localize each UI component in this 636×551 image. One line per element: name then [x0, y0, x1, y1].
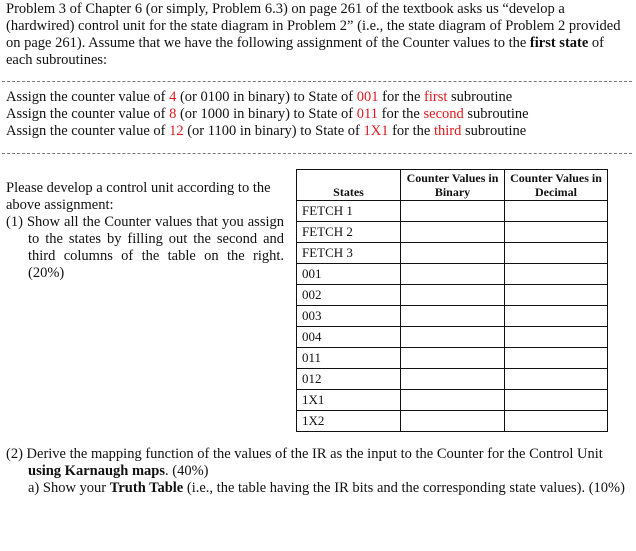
- decimal-cell[interactable]: [505, 306, 608, 327]
- binary-cell[interactable]: [401, 264, 505, 285]
- table-row: [297, 285, 608, 306]
- header-binary: Counter Values in Binary: [401, 170, 505, 201]
- state-cell: 1X2: [297, 411, 401, 432]
- binary-cell[interactable]: [401, 327, 505, 348]
- instructions: [6, 180, 284, 282]
- decimal-cell[interactable]: [505, 222, 608, 243]
- table-row: [297, 390, 608, 411]
- table-row: [297, 306, 608, 327]
- counter-table: [296, 169, 608, 432]
- binary-cell[interactable]: [401, 390, 505, 411]
- table-row: [297, 264, 608, 285]
- binary-cell[interactable]: [401, 348, 505, 369]
- state-cell: 003: [297, 306, 401, 327]
- binary-cell[interactable]: [401, 306, 505, 327]
- state-cell: 012: [297, 369, 401, 390]
- assignment-list: [6, 89, 626, 140]
- state-cell: 001: [297, 264, 401, 285]
- decimal-cell[interactable]: [505, 369, 608, 390]
- header-decimal: Counter Values in Decimal: [505, 170, 608, 201]
- decimal-cell[interactable]: [505, 327, 608, 348]
- table-row: [297, 222, 608, 243]
- decimal-cell[interactable]: [505, 348, 608, 369]
- binary-cell[interactable]: [401, 222, 505, 243]
- state-cell: FETCH 1: [297, 201, 401, 222]
- state-cell: FETCH 2: [297, 222, 401, 243]
- state-cell: FETCH 3: [297, 243, 401, 264]
- decimal-cell[interactable]: [505, 201, 608, 222]
- dashed-divider-bottom: [2, 153, 632, 154]
- table-row: [297, 201, 608, 222]
- table-row: [297, 369, 608, 390]
- question-1: (1) Show all the Counter values that you assign to the states by filling out the second and third columns of the table on the right. (20%): [6, 214, 284, 281]
- state-cell: 011: [297, 348, 401, 369]
- problem-intro: Problem 3 of Chapter 6 (or simply, Problem 6.3) on page 261 of the textbook asks us “develop a (hardwired) control unit for the state diagram in Problem 2” (i.e., the state diagram of Problem 2 provided on page 261). Assume that we have the following assignment of the Counter values to the first state of each subroutines:: [6, 1, 621, 68]
- dashed-divider-top: [2, 81, 632, 82]
- question-2: [6, 446, 630, 497]
- binary-cell[interactable]: [401, 243, 505, 264]
- state-cell: 004: [297, 327, 401, 348]
- question-2a-text: a) Show your Truth Table (i.e., the table having the IR bits and the corresponding state values). (10%): [28, 480, 625, 496]
- assignment-line: Assign the counter value of 4 (or 0100 in binary) to State of 001 for the first subroutine: [6, 89, 513, 105]
- state-cell: 1X1: [297, 390, 401, 411]
- decimal-cell[interactable]: [505, 390, 608, 411]
- binary-cell[interactable]: [401, 411, 505, 432]
- binary-cell[interactable]: [401, 201, 505, 222]
- table-row: [297, 411, 608, 432]
- state-cell: 002: [297, 285, 401, 306]
- decimal-cell[interactable]: [505, 243, 608, 264]
- header-states: States: [297, 170, 401, 201]
- table-row: [297, 348, 608, 369]
- assignment-line: Assign the counter value of 12 (or 1100 in binary) to State of 1X1 for the third subroutine: [6, 123, 527, 139]
- decimal-cell[interactable]: [505, 411, 608, 432]
- question-2-text: (2) Derive the mapping function of the values of the IR as the input to the Counter for the Control Unit using Karnaugh maps. (40%): [6, 446, 603, 479]
- decimal-cell[interactable]: [505, 285, 608, 306]
- table-row: [297, 327, 608, 348]
- assignment-line: Assign the counter value of 8 (or 1000 in binary) to State of 011 for the second subroutine: [6, 106, 529, 122]
- decimal-cell[interactable]: [505, 264, 608, 285]
- binary-cell[interactable]: [401, 285, 505, 306]
- instruction-text: Please develop a control unit according to the above assignment:: [6, 180, 271, 213]
- table-row: [297, 243, 608, 264]
- binary-cell[interactable]: [401, 369, 505, 390]
